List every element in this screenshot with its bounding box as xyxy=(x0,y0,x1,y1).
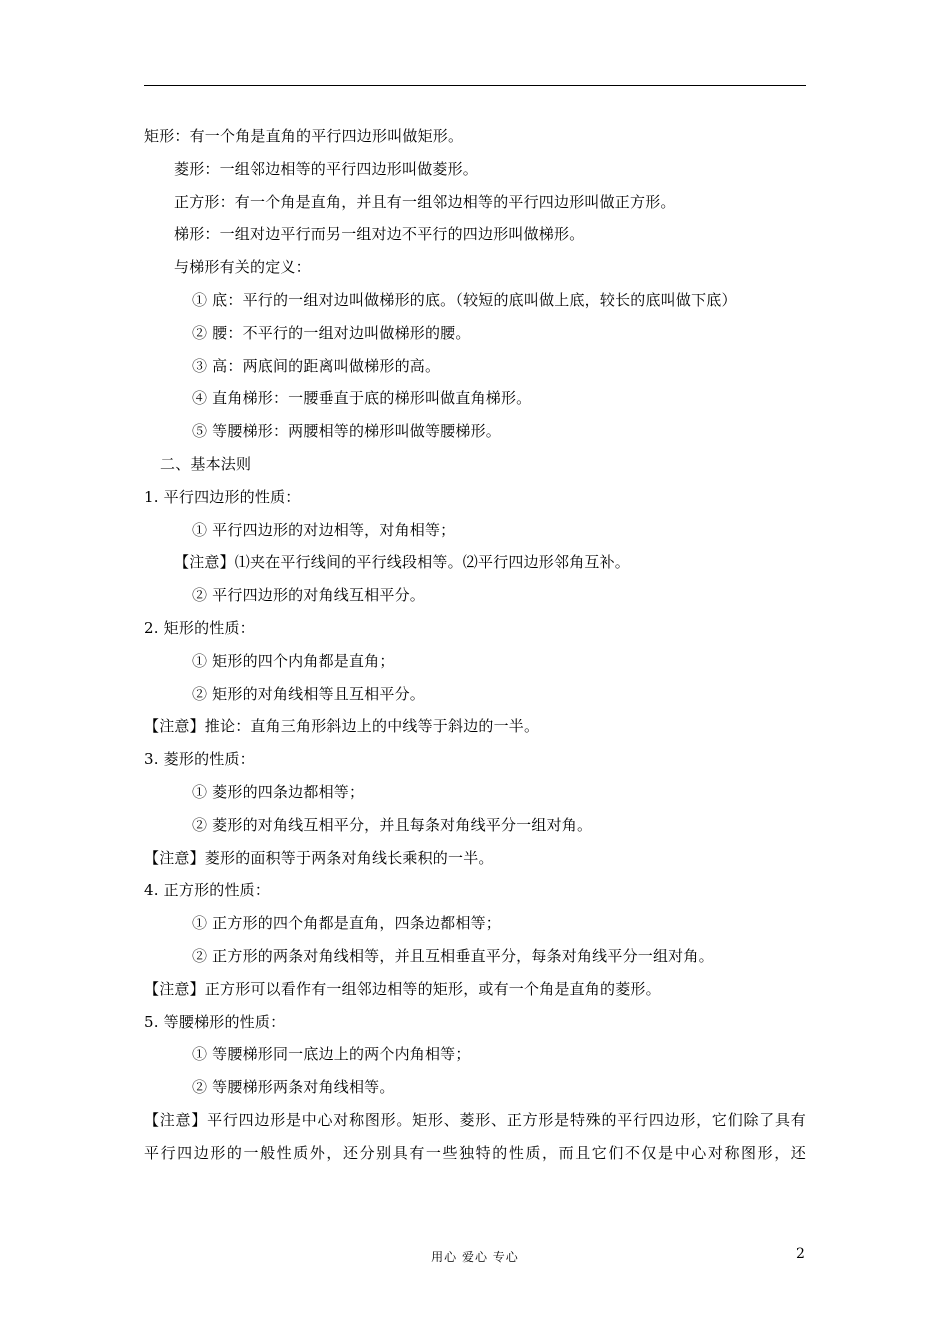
text-line: ④ 直角梯形：一腰垂直于底的梯形叫做直角梯形。 xyxy=(192,389,532,408)
text-line: ① 矩形的四个内角都是直角； xyxy=(192,651,395,670)
text-line: ① 底：平行的一组对边叫做梯形的底。（较短的底叫做上底，较长的底叫做下底） xyxy=(192,290,737,309)
text-line: 【注意】正方形可以看作有一组邻边相等的矩形，或有一个角是直角的菱形。 xyxy=(144,979,661,998)
text-line: ① 正方形的四个角都是直角，四条边都相等； xyxy=(192,914,501,933)
text-line: ② 平行四边形的对角线互相平分。 xyxy=(192,586,425,605)
text-line: 正方形：有一个角是直角，并且有一组邻边相等的平行四边形叫做正方形。 xyxy=(174,192,676,211)
text-line: 2. 矩形的性质： xyxy=(144,618,255,637)
text-line: 1. 平行四边形的性质： xyxy=(144,487,301,506)
text-line: 【注意】⑴夹在平行线间的平行线段相等。⑵平行四边形邻角互补。 xyxy=(174,553,631,572)
text-line: 二、基本法则 xyxy=(160,454,252,473)
text-line: ② 矩形的对角线相等且互相平分。 xyxy=(192,684,425,703)
text-line: ② 菱形的对角线互相平分，并且每条对角线平分一组对角。 xyxy=(192,815,593,834)
text-line: 与梯形有关的定义： xyxy=(174,258,311,277)
text-line: 梯形：一组对边平行而另一组对边不平行的四边形叫做梯形。 xyxy=(174,225,585,244)
text-line: ② 正方形的两条对角线相等，并且互相垂直平分，每条对角线平分一组对角。 xyxy=(192,946,714,965)
text-line: 【注意】推论：直角三角形斜边上的中线等于斜边的一半。 xyxy=(144,717,540,736)
text-line: 4. 正方形的性质： xyxy=(144,881,271,900)
text-line: 平行四边形的一般性质外，还分别具有一些独特的性质，而且它们不仅是中心对称图形，还 xyxy=(144,1143,806,1162)
footer-motto: 用心 爱心 专心 xyxy=(431,1250,519,1264)
document-body xyxy=(144,120,806,1170)
text-line: ⑤ 等腰梯形：两腰相等的梯形叫做等腰梯形。 xyxy=(192,422,501,441)
text-line: ② 等腰梯形两条对角线相等。 xyxy=(192,1078,395,1097)
text-line: 菱形：一组邻边相等的平行四边形叫做菱形。 xyxy=(174,159,479,178)
header-rule xyxy=(144,85,806,86)
text-line: ① 菱形的四条边都相等； xyxy=(192,782,365,801)
page-number: 2 xyxy=(796,1246,805,1262)
text-line: ③ 高：两底间的距离叫做梯形的高。 xyxy=(192,356,441,375)
text-line: 【注意】菱形的面积等于两条对角线长乘积的一半。 xyxy=(144,848,494,867)
text-line: ② 腰：不平行的一组对边叫做梯形的腰。 xyxy=(192,323,471,342)
text-line: 5. 等腰梯形的性质： xyxy=(144,1012,286,1031)
text-line: ① 等腰梯形同一底边上的两个内角相等； xyxy=(192,1045,471,1064)
text-line: 矩形：有一个角是直角的平行四边形叫做矩形。 xyxy=(144,127,464,145)
text-line: 【注意】平行四边形是中心对称图形。矩形、菱形、正方形是特殊的平行四边形，它们除了具有 xyxy=(144,1110,806,1129)
text-line: ① 平行四边形的对边相等，对角相等； xyxy=(192,520,456,539)
text-line: 3. 菱形的性质： xyxy=(144,750,255,769)
